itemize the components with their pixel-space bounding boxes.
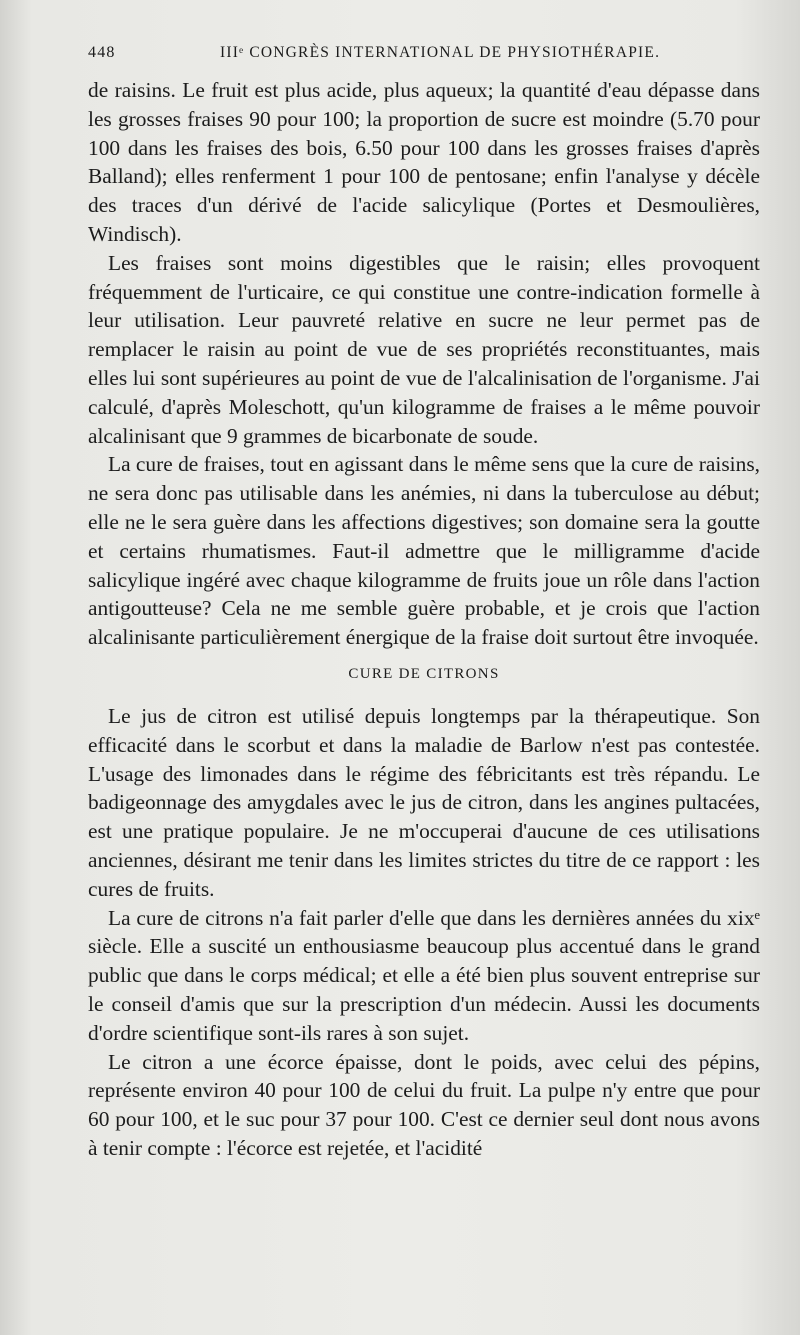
paragraph-lemon-composition: Le citron a une écorce épaisse, dont le poids, avec celui des pépins, représente environ 40 pour 100 de celui du fruit. La pulpe n'y entre que pour 60 pour 100, et le suc pour 37 pour 100. C'est ce dernier seul dont nous avons à tenir compte : l'écorce est rejetée, et l'acidité [88,1049,760,1160]
running-title: IIIᵉ CONGRÈS INTERNATIONAL DE PHYSIOTHÉRAPIE. [220,44,661,61]
paragraph-strawberry-digestion: Les fraises sont moins digestibles que le raisin; elles provoquent fréquemment de l'urticaire, ce qui constitue une contre-indication formelle à leur utilisation. Leur pauvreté relative en sucre ne leur permet pas de remplacer le raisin au point de vue de ses propriétés reconstituantes, mais elles lui sont supérieures au point de vue de l'alcalinisation de l'organisme. J'ai calculé, d'après Moleschott, qu'un kilogramme de fraises a le même pouvoir alcalinisant que 9 grammes de bicarbonate de soude. [88,250,760,448]
paragraph-continued: de raisins. Le fruit est plus acide, plus aqueux; la quantité d'eau dépasse dans les grosses fraises 90 pour 100; la proportion de sucre est moindre (5.70 pour 100 dans les fraises des bois, 6.50 pour 100 dans les grosses fraises d'après Balland); elles renferment 1 pour 100 de pentosane; enfin l'analyse y décèle des traces d'un dérivé de l'acide salicylique (Portes et Desmoulières, Windisch). [88,78,760,246]
running-head [88,44,760,74]
page-number: 448 [88,44,116,61]
paragraph-lemon-cure: La cure de citrons n'a fait parler d'elle que dans les dernières années du xixᵉ siècle. Elle a suscité un enthousiasme beaucoup plus accentué dans le grand public que dans le corps médical; et elle a été bien plus souvent entreprise sur le conseil d'amis que sur la prescription d'un médecin. Aussi les documents d'ordre scientifique sont-ils rares à son sujet. [88,905,760,1045]
body-text [88,76,760,1163]
paragraph-strawberry-cure: La cure de fraises, tout en agissant dans le même sens que la cure de raisins, ne sera donc pas utilisable dans les anémies, ni dans la tuberculose au début; elle ne le sera guère dans les affections digestives; son domaine sera la goutte et certains rhumatismes. Faut-il admettre que le milligramme d'acide salicylique ingéré avec chaque kilogramme de fruits joue un rôle dans l'action antigoutteuse? Cela ne me semble guère probable, et je crois que l'action alcalinisante particulièrement énergique de la fraise doit surtout être invoquée. [88,452,760,650]
paragraph-lemon-juice: Le jus de citron est utilisé depuis longtemps par la thérapeutique. Son efficacité dans le scorbut et dans la maladie de Barlow n'est pas contestée. L'usage des limonades dans le régime des fébricitants est très répandu. Le badigeonnage des amygdales avec le jus de citron, dans les angines pultacées, est une pratique populaire. Je ne m'occuperai d'aucune de ces utilisations anciennes, désirant me tenir dans les limites strictes du titre de ce rapport : les cures de fruits. [88,703,760,901]
section-heading: CURE DE CITRONS [348,665,500,682]
